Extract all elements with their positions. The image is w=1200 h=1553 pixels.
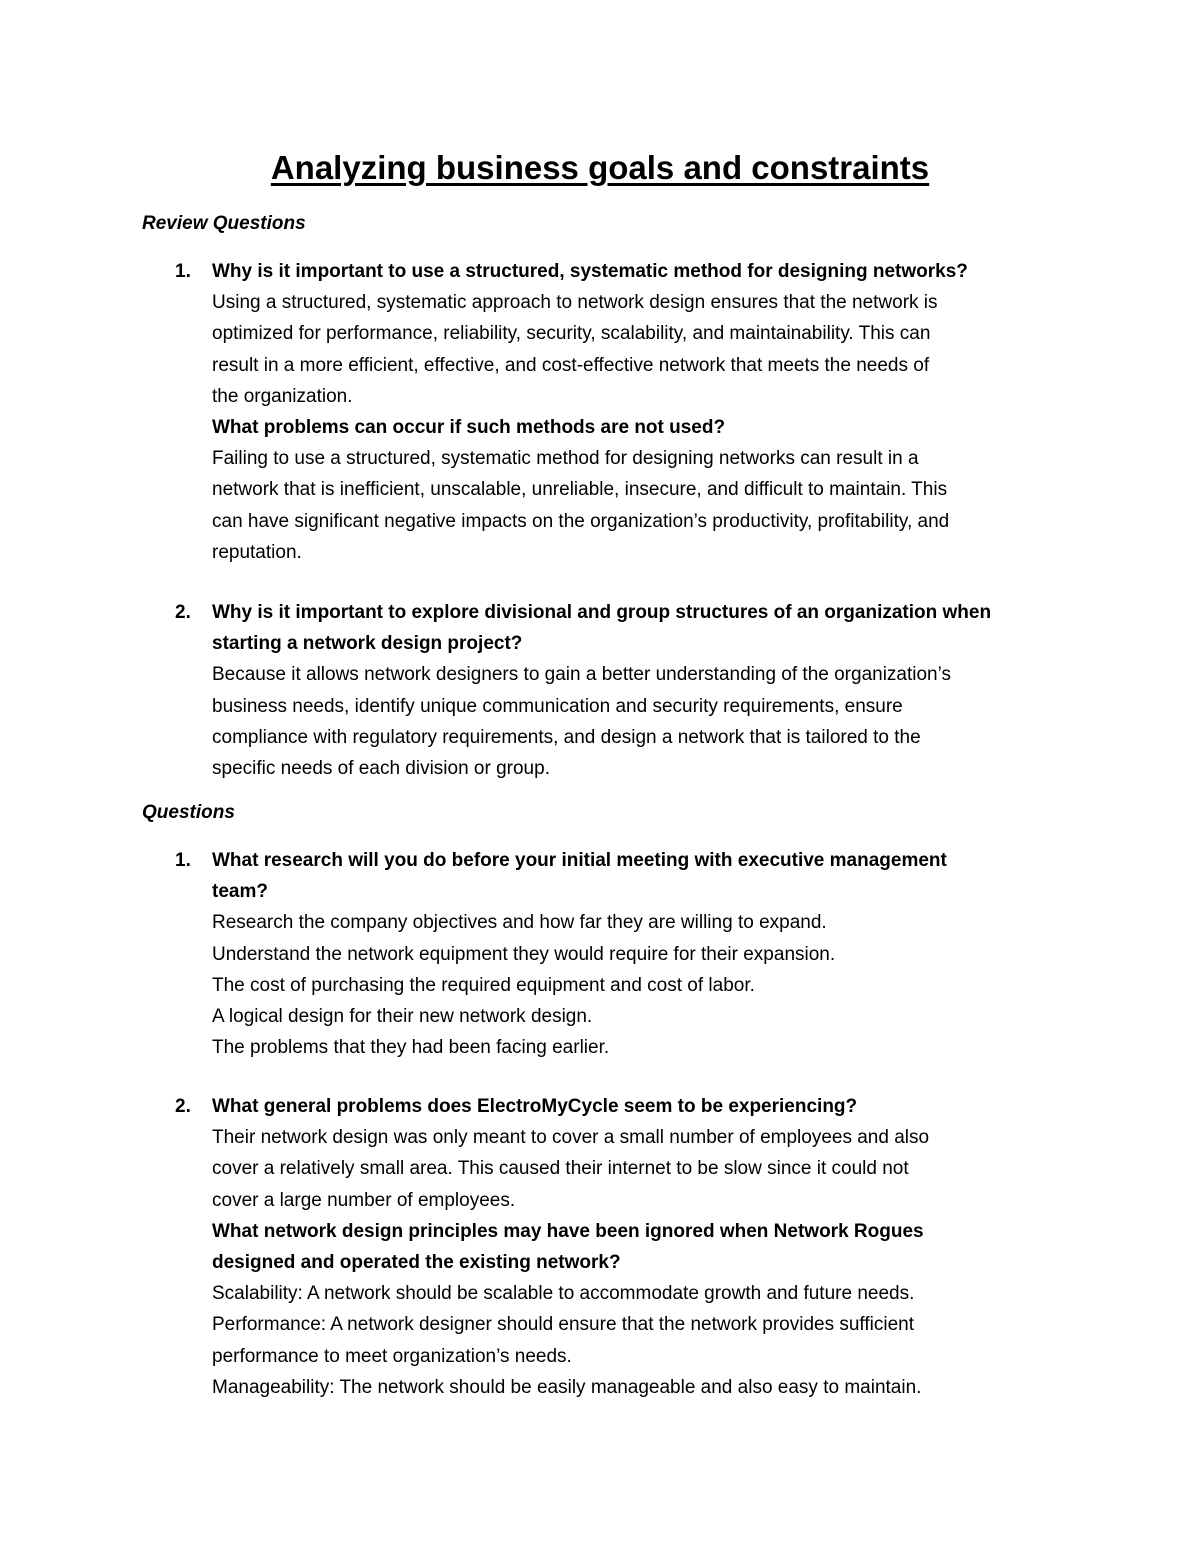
question-text-line: Why is it important to use a structured, systematic method for designing networks? [212, 261, 968, 282]
answer-text-line: reputation. [212, 541, 302, 563]
answer-text-line: compliance with regulatory requirements, and design a network that is tailored to the [212, 726, 921, 748]
question-text-line: Why is it important to explore divisional and group structures of an organization when [212, 602, 992, 623]
answer-text-line: cover a large number of employees. [212, 1189, 516, 1211]
question-text-line: What network design principles may have been ignored when Network Rogues [212, 1220, 924, 1242]
answer-text-line: Research the company objectives and how far they are willing to expand. [212, 912, 827, 934]
answer-text-line: The cost of purchasing the required equipment and cost of labor. [212, 974, 755, 996]
question-2 [212, 1091, 1092, 1403]
answer-text-line: Understand the network equipment they would require for their expansion. [212, 943, 836, 965]
answer-text-line: can have significant negative impacts on the organization’s productivity, profitability, and [212, 510, 950, 532]
question-1 [212, 845, 1092, 1063]
answer-text-line: Performance: A network designer should ensure that the network provides sufficient [212, 1314, 914, 1336]
review-question-2 [212, 597, 1092, 784]
review-question-1 [212, 256, 1092, 568]
question-text-line: designed and operated the existing network? [212, 1252, 621, 1274]
review-question-2-number: 2. [175, 602, 191, 623]
answer-text-line: Failing to use a structured, systematic method for designing networks can result in a [212, 448, 919, 470]
document-title: Analyzing business goals and constraints [270, 149, 930, 186]
review-question-1-number: 1. [175, 261, 191, 282]
answer-text-line: specific needs of each division or group. [212, 758, 550, 780]
answer-text-line: The problems that they had been facing earlier. [212, 1037, 610, 1059]
answer-text-line: business needs, identify unique communication and security requirements, ensure [212, 695, 903, 717]
question-text-line: What general problems does ElectroMyCycle seem to be experiencing? [212, 1096, 858, 1117]
answer-text-line: the organization. [212, 385, 353, 407]
answer-text-line: optimized for performance, reliability, security, scalability, and maintainability. This can [212, 323, 931, 345]
answer-text-line: result in a more efficient, effective, and cost-effective network that meets the needs of [212, 354, 930, 376]
question-text-line: What problems can occur if such methods are not used? [212, 417, 726, 439]
answer-text-line: cover a relatively small area. This caused their internet to be slow since it could not [212, 1158, 909, 1180]
question-1-number: 1. [175, 850, 191, 871]
answer-text-line: Scalability: A network should be scalable to accommodate growth and future needs. [212, 1283, 915, 1305]
questions-heading: Questions [142, 802, 235, 823]
answer-text-line: Their network design was only meant to cover a small number of employees and also [212, 1127, 930, 1149]
answer-text-line: Because it allows network designers to gain a better understanding of the organization’s [212, 664, 951, 686]
review-questions-heading: Review Questions [142, 213, 306, 234]
answer-text-line: Manageability: The network should be easily manageable and also easy to maintain. [212, 1376, 922, 1398]
question-text-line: starting a network design project? [212, 633, 523, 655]
answer-text-line: network that is inefficient, unscalable, unreliable, insecure, and difficult to maintain. This [212, 479, 948, 501]
question-text-line: team? [212, 881, 268, 903]
answer-text-line: performance to meet organization’s needs. [212, 1345, 572, 1367]
question-text-line: What research will you do before your initial meeting with executive management [212, 850, 947, 871]
answer-text-line: A logical design for their new network design. [212, 1006, 593, 1028]
answer-text-line: Using a structured, systematic approach to network design ensures that the network is [212, 292, 938, 314]
question-2-number: 2. [175, 1096, 191, 1117]
